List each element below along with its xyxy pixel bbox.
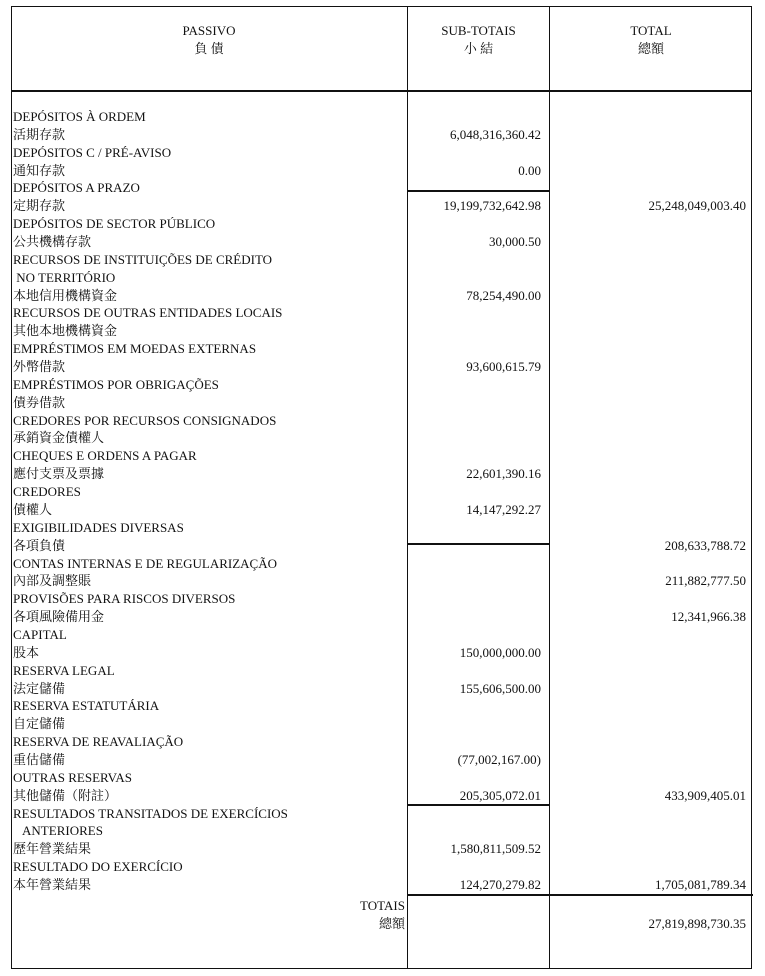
header-passivo bbox=[11, 22, 407, 58]
row-label: 重估儲備 bbox=[13, 751, 66, 767]
row-label: 通知存款 bbox=[13, 162, 66, 178]
row-label: 定期存款 bbox=[13, 198, 66, 214]
row-label: 各項風險備用金 bbox=[13, 609, 105, 625]
totais-label-zh: 總額 bbox=[378, 916, 405, 931]
row-label: NO TERRITÓRIO bbox=[13, 269, 116, 285]
row-total-value: 12,341,966.38 bbox=[671, 609, 746, 625]
header-total-label: TOTAL bbox=[630, 23, 672, 38]
row-subtotal-value: 150,000,000.00 bbox=[459, 644, 541, 660]
subtotal-rule bbox=[407, 190, 550, 192]
row-label: 其他儲備（附註） bbox=[13, 787, 118, 803]
subtotal-rule bbox=[407, 543, 550, 545]
row-label: 內部及調整賬 bbox=[13, 573, 92, 589]
row-label: 各項負債 bbox=[13, 537, 66, 553]
column-divider bbox=[407, 6, 408, 969]
row-label: EXIGIBILIDADES DIVERSAS bbox=[13, 519, 184, 535]
row-label: 股本 bbox=[13, 644, 40, 660]
row-subtotal-value: 205,305,072.01 bbox=[459, 787, 541, 803]
row-total-value: 433,909,405.01 bbox=[664, 787, 746, 803]
row-label: CREDORES POR RECURSOS CONSIGNADOS bbox=[13, 412, 277, 428]
row-subtotal-value: 93,600,615.79 bbox=[466, 359, 541, 375]
row-label: 本年營業結果 bbox=[13, 876, 92, 892]
header-subtotais bbox=[408, 22, 549, 58]
row-label: OUTRAS RESERVAS bbox=[13, 769, 132, 785]
row-label: 債券借款 bbox=[13, 394, 66, 410]
row-label: 應付支票及票據 bbox=[13, 466, 105, 482]
row-label: DEPÓSITOS C / PRÉ-AVISO bbox=[13, 144, 172, 160]
row-label: EMPRÉSTIMOS POR OBRIGAÇÕES bbox=[13, 376, 219, 392]
row-label: 債權人 bbox=[13, 501, 53, 517]
row-subtotal-value: 19,199,732,642.98 bbox=[443, 198, 541, 214]
row-subtotal-value: 1,580,811,509.52 bbox=[450, 841, 541, 857]
row-subtotal-value: 78,254,490.00 bbox=[466, 287, 541, 303]
row-label: 法定儲備 bbox=[13, 680, 66, 696]
row-subtotal-value: 155,606,500.00 bbox=[459, 680, 541, 696]
row-subtotal-value: 22,601,390.16 bbox=[466, 466, 541, 482]
row-label: ANTERIORES bbox=[13, 823, 103, 839]
row-label: 外幣借款 bbox=[13, 359, 66, 375]
row-subtotal-value: 30,000.50 bbox=[489, 234, 541, 250]
row-label: 公共機構存款 bbox=[13, 234, 92, 250]
row-total-value: 1,705,081,789.34 bbox=[655, 876, 746, 892]
row-label: RESERVA ESTATUTÁRIA bbox=[13, 698, 160, 714]
row-label: 承銷資金債權人 bbox=[13, 430, 105, 446]
row-total-value: 211,882,777.50 bbox=[665, 573, 746, 589]
grand-total-value: 27,819,898,730.35 bbox=[648, 916, 746, 931]
row-label: RESULTADO DO EXERCÍCIO bbox=[13, 859, 183, 875]
row-label: 自定儲備 bbox=[13, 716, 66, 732]
totais-label: TOTAIS bbox=[360, 898, 405, 913]
row-label: CREDORES bbox=[13, 484, 81, 500]
row-label: RECURSOS DE INSTITUIÇÕES DE CRÉDITO bbox=[13, 251, 273, 267]
header-passivo-label: PASSIVO bbox=[182, 23, 236, 38]
header-total bbox=[550, 22, 752, 58]
header-subtotais-label: SUB-TOTAIS bbox=[441, 23, 516, 38]
row-subtotal-value: (77,002,167.00) bbox=[457, 751, 541, 767]
row-label: DEPÓSITOS DE SECTOR PÚBLICO bbox=[13, 216, 216, 232]
row-subtotal-value: 6,048,316,360.42 bbox=[450, 126, 541, 142]
row-label: CAPITAL bbox=[13, 626, 67, 642]
header-subtotais-label-zh: 小 結 bbox=[463, 41, 494, 56]
subtotal-rule bbox=[407, 804, 550, 806]
header-passivo-label-zh: 負 債 bbox=[194, 41, 224, 56]
row-label: PROVISÕES PARA RISCOS DIVERSOS bbox=[13, 591, 236, 607]
row-label: RECURSOS DE OUTRAS ENTIDADES LOCAIS bbox=[13, 305, 283, 321]
row-label: 活期存款 bbox=[13, 126, 66, 142]
row-total-value: 25,248,049,003.40 bbox=[648, 198, 746, 214]
row-subtotal-value: 0.00 bbox=[518, 162, 541, 178]
row-label: DEPÓSITOS À ORDEM bbox=[13, 109, 146, 124]
row-label: RESERVA LEGAL bbox=[13, 662, 115, 678]
totals-rule bbox=[407, 894, 753, 896]
row-label: DEPÓSITOS A PRAZO bbox=[13, 180, 140, 196]
row-subtotal-value: 124,270,279.82 bbox=[459, 876, 541, 892]
header-total-label-zh: 總額 bbox=[637, 41, 664, 56]
row-label: RESERVA DE REAVALIAÇÃO bbox=[13, 734, 184, 750]
row-label: 本地信用機構資金 bbox=[13, 287, 118, 303]
row-label: 其他本地機構資金 bbox=[13, 323, 118, 339]
column-divider bbox=[549, 6, 550, 969]
row-label: CONTAS INTERNAS E DE REGULARIZAÇÃO bbox=[13, 555, 278, 571]
row-label: EMPRÉSTIMOS EM MOEDAS EXTERNAS bbox=[13, 341, 257, 357]
row-total-value: 208,633,788.72 bbox=[664, 537, 746, 553]
row-subtotal-value: 14,147,292.27 bbox=[466, 501, 541, 517]
row-label: 歷年營業結果 bbox=[13, 841, 92, 857]
header-rule bbox=[11, 90, 752, 92]
row-label: CHEQUES E ORDENS A PAGAR bbox=[13, 448, 197, 464]
row-label: RESULTADOS TRANSITADOS DE EXERCÍCIOS bbox=[13, 805, 288, 821]
